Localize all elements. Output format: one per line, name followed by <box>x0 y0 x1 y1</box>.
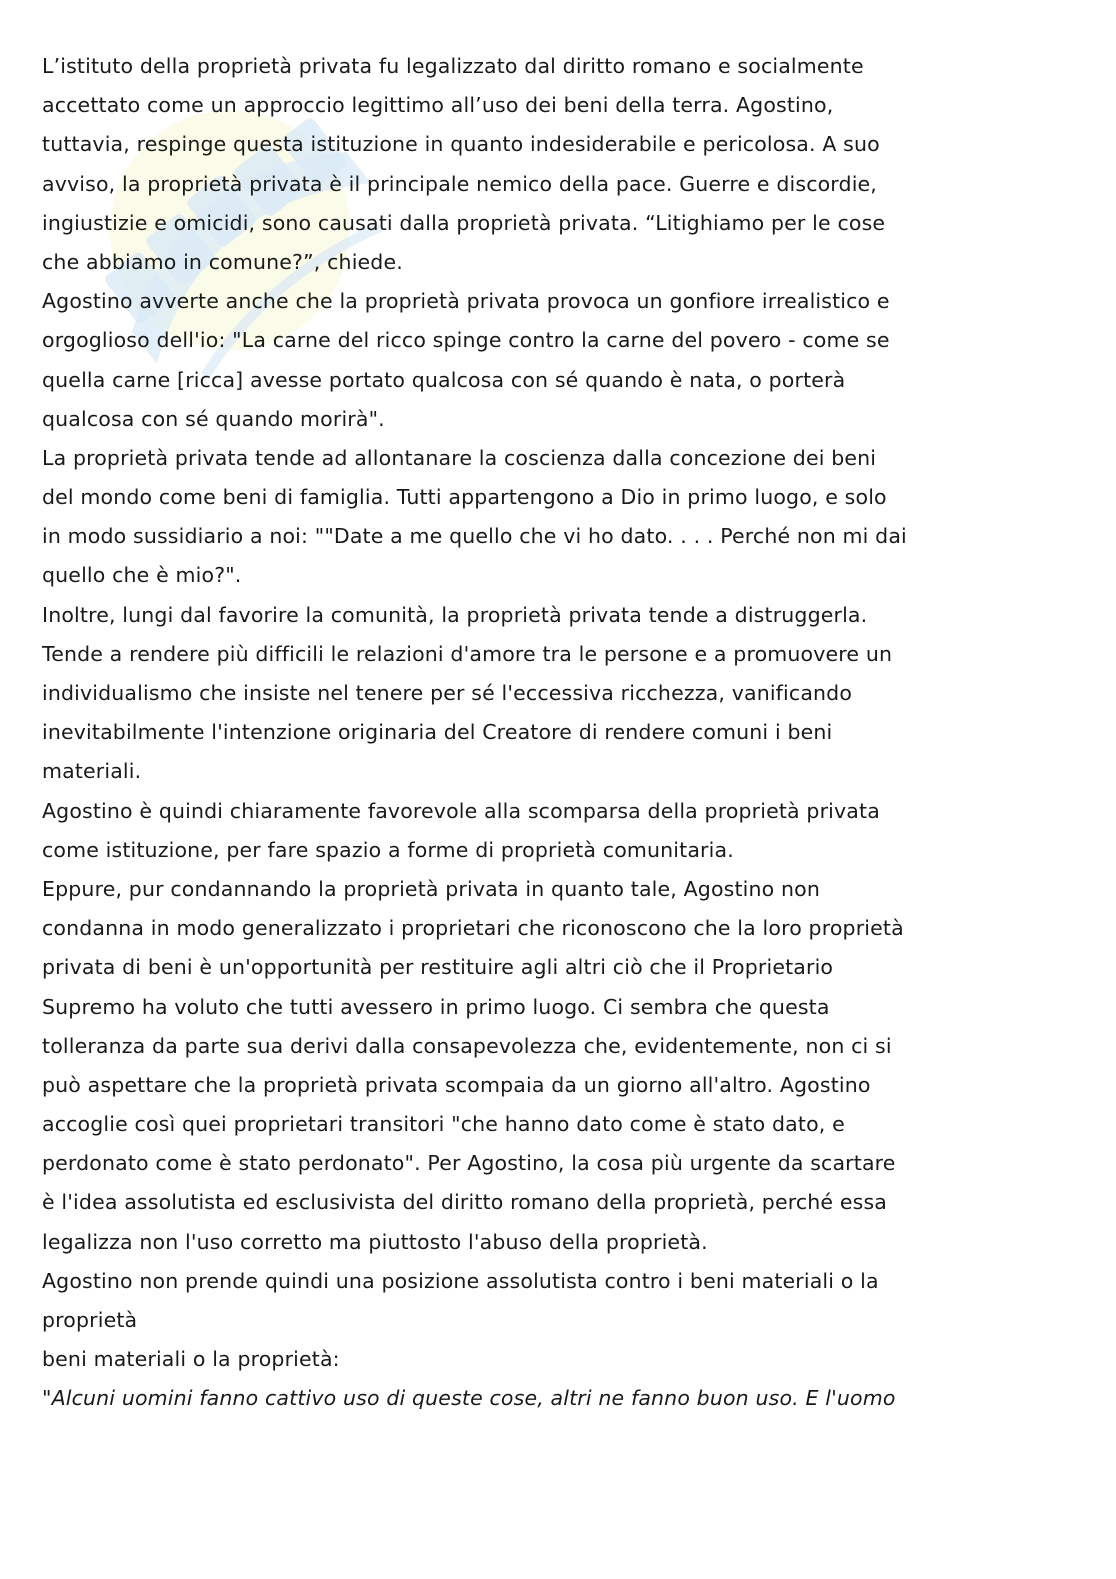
text-line: Supremo ha voluto che tutti avessero in primo luogo. Ci sembra che questa <box>42 994 830 1019</box>
text-line: privata di beni è un'opportunità per restituire agli altri ciò che il Proprietario <box>42 955 834 980</box>
text-line: Agostino non prende quindi una posizione assolutista contro i beni materiali o la <box>42 1268 879 1293</box>
text-line: tolleranza da parte sua derivi dalla consapevolezza che, evidentemente, non ci si <box>42 1033 892 1058</box>
text-line: proprietà <box>42 1308 138 1332</box>
text-line: Agostino avverte anche che la proprietà privata provoca un gonfiore irrealistico e <box>42 289 890 314</box>
text-line: perdonato come è stato perdonato". Per Agostino, la cosa più urgente da scartare <box>42 1151 896 1176</box>
text-line: accettato come un approccio legittimo all’uso dei beni della terra. Agostino, <box>42 93 834 118</box>
text-line: Tende a rendere più difficili le relazioni d'amore tra le persone e a promuovere un <box>42 641 893 666</box>
text-line: in modo sussidiario a noi: ""Date a me quello che vi ho dato. . . . Perché non mi dai <box>42 524 907 549</box>
text-line: tuttavia, respinge questa istituzione in quanto indesiderabile e pericolosa. A suo <box>42 132 880 157</box>
text-line: condanna in modo generalizzato i proprietari che riconoscono che la loro proprietà <box>42 916 904 941</box>
text-line: orgoglioso dell'io: "La carne del ricco spinge contro la carne del povero - come se <box>42 328 890 353</box>
text-line: Inoltre, lungi dal favorire la comunità, la proprietà privata tende a distruggerla. <box>42 602 868 627</box>
text-line: può aspettare che la proprietà privata scompaia da un giorno all'altro. Agostino <box>42 1072 871 1097</box>
text-line: La proprietà privata tende ad allontanare la coscienza dalla concezione dei beni <box>42 445 877 470</box>
text-line: beni materiali o la proprietà: <box>42 1347 340 1372</box>
text-line: materiali. <box>42 759 142 784</box>
text-line: che abbiamo in comune?”, chiede. <box>42 249 403 274</box>
body-text <box>42 47 1042 1419</box>
text-line: qualcosa con sé quando morirà". <box>42 406 385 431</box>
text-line: quello che è mio?". <box>42 563 242 588</box>
text-line: accoglie così quei proprietari transitori "che hanno dato come è stato dato, e <box>42 1112 845 1137</box>
text-line: come istituzione, per fare spazio a forme di proprietà comunitaria. <box>42 837 734 862</box>
text-line: inevitabilmente l'intenzione originaria del Creatore di rendere comuni i beni <box>42 720 833 745</box>
text-line: L’istituto della proprietà privata fu legalizzato dal diritto romano e socialmente <box>42 54 864 78</box>
text-line: avviso, la proprietà privata è il principale nemico della pace. Guerre e discordie, <box>42 171 877 196</box>
text-line: individualismo che insiste nel tenere per sé l'eccessiva ricchezza, vanificando <box>42 681 853 705</box>
text-line: quella carne [ricca] avesse portato qualcosa con sé quando è nata, o porterà <box>42 367 846 392</box>
text-line: Agostino è quindi chiaramente favorevole alla scomparsa della proprietà privata <box>42 798 880 823</box>
text-line: del mondo come beni di famiglia. Tutti appartengono a Dio in primo luogo, e solo <box>42 485 887 510</box>
text-line: è l'idea assolutista ed esclusivista del diritto romano della proprietà, perché essa <box>42 1190 887 1215</box>
text-line: Eppure, pur condannando la proprietà privata in quanto tale, Agostino non <box>42 876 820 901</box>
quote-line: "Alcuni uomini fanno cattivo uso di queste cose, altri ne fanno buon uso. E l'uomo <box>42 1386 896 1411</box>
text-line: ingiustizie e omicidi, sono causati dalla proprietà privata. “Litighiamo per le cose <box>42 210 886 235</box>
text-line: legalizza non l'uso corretto ma piuttosto l'abuso della proprietà. <box>42 1229 708 1254</box>
